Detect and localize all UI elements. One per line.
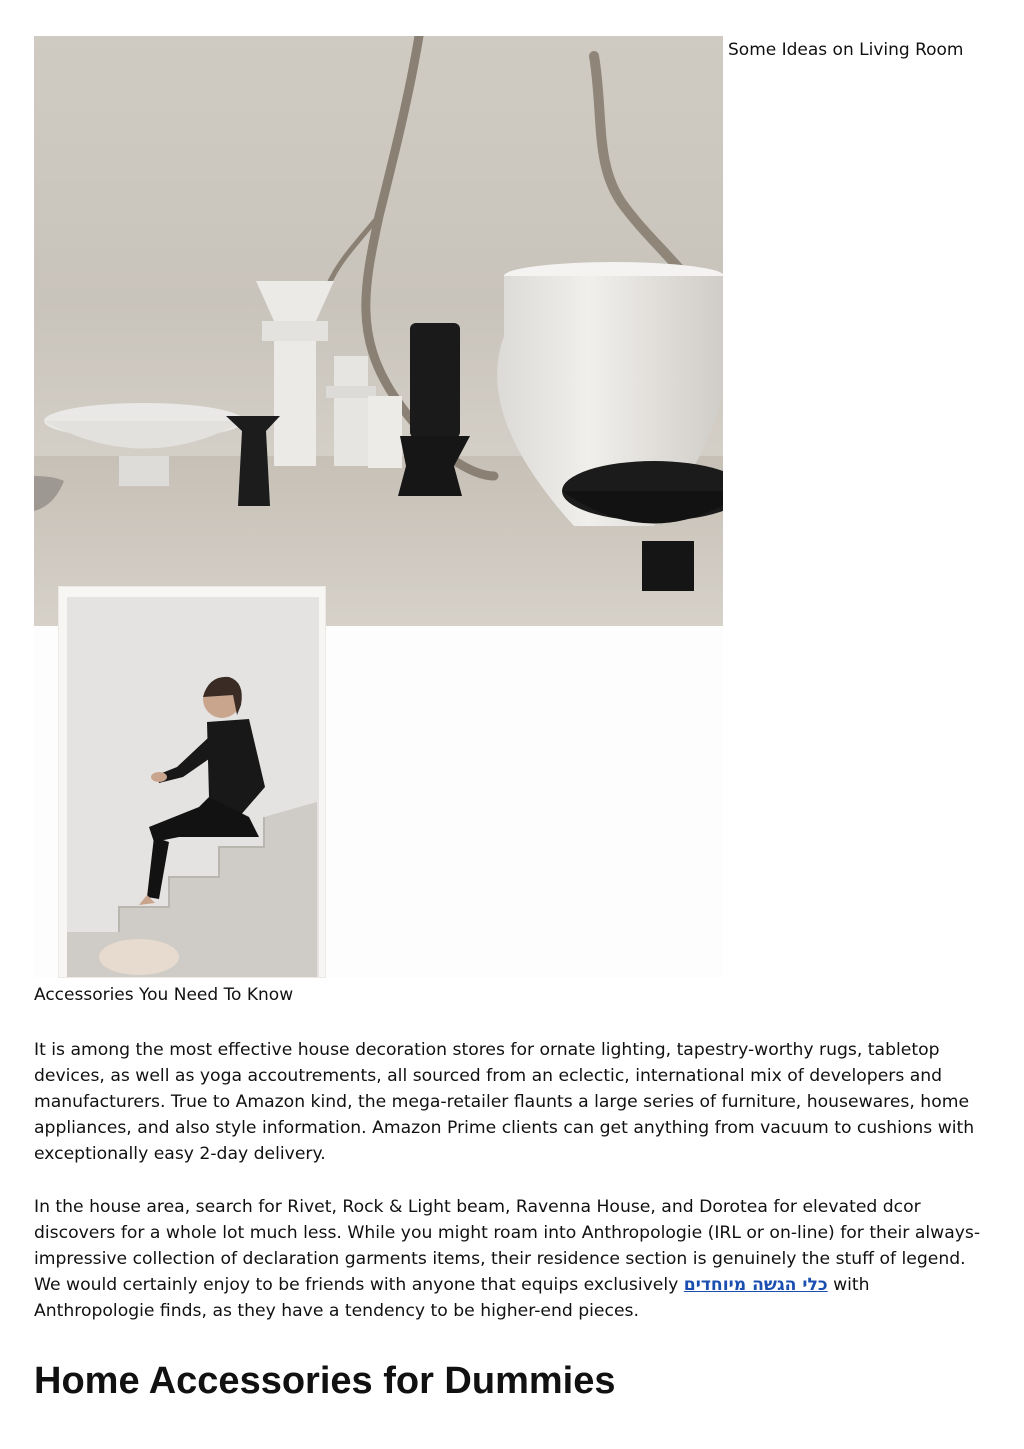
article-paragraph — [34, 1195, 989, 1325]
section-heading: Home Accessories for Dummies — [34, 1360, 616, 1402]
paragraph-text: with Anthropologie finds, as they have a tendency to be higher-end pieces. — [34, 1274, 870, 1321]
portrait-image-caption: Accessories You Need To Know — [34, 985, 294, 1005]
woman-on-stairs-photo-icon — [59, 587, 326, 978]
ceramic-vases-photo-icon — [34, 36, 723, 626]
hero-photo — [34, 36, 723, 626]
article-paragraph: It is among the most effective house decoration stores for ornate lighting, tapestry-worthy rugs, tabletop devices, as well as yoga accoutrements, all sourced from an eclectic, international mix of developers and manufacturers. True to Amazon kind, the mega-retailer flaunts a large series of furniture, housewares, home appliances, and also style information. Amazon Prime clients can get anything from vacuum to cushions with exceptionally easy 2-day delivery. — [34, 1040, 975, 1164]
serving-dishes-link[interactable]: כלי הגשה מיוחדים — [683, 1274, 828, 1295]
hero-image-caption: Some Ideas on Living Room — [728, 40, 964, 60]
portrait-photo — [58, 586, 326, 978]
paragraph-text: In the house area, search for Rivet, Rock & Light beam, Ravenna House, and Dorotea for elevated dcor discovers for a whole lot much less. While you might roam into Anthropologie (IRL or on-line) for their always-impressive collection of declaration garments items, their residence section is genuinely the stuff of legend. We would certainly enjoy to be friends with anyone that equips exclusively — [34, 1197, 981, 1295]
